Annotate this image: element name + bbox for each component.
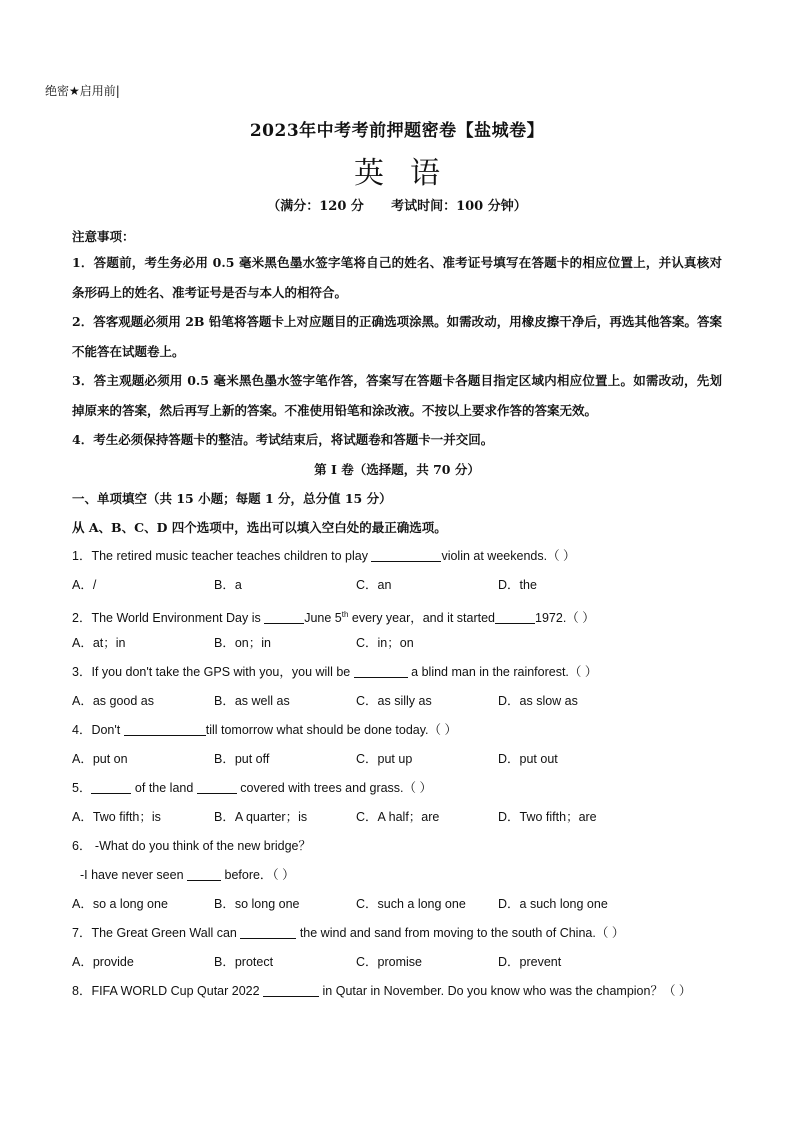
- option: A．put on: [72, 751, 128, 766]
- option: C．as silly as: [356, 693, 432, 708]
- question-text: 7．The Great Green Wall can: [72, 925, 241, 940]
- option: B．on；in: [214, 635, 271, 650]
- question-text: of the land: [131, 780, 197, 795]
- option: D．a such long one: [498, 896, 608, 911]
- option: B．put off: [214, 751, 270, 766]
- question-text: in Qutar in November. Do you know who was the champion？（ ）: [319, 983, 692, 998]
- answer-blank: [240, 925, 296, 939]
- question-1: [72, 542, 722, 571]
- question-text: violin at weekends.（ ）: [441, 548, 576, 563]
- notice-item: 3．答主观题必须用 0.5 毫米黑色墨水签字笔作答，答案写在答题卡各题目指定区域内相应位置上。如需改动，先划掉原来的答案，然后再写上新的答案。不准使用铅笔和涂改液。不按以上要求作答的答案无效。: [72, 373, 722, 418]
- exam-meta: （满分：120 分 考试时间：100 分钟）: [267, 199, 527, 214]
- option: D．prevent: [498, 954, 562, 969]
- option: C．in；on: [356, 635, 414, 650]
- option: A．/: [72, 577, 97, 592]
- option: C．an: [356, 577, 392, 592]
- option: D．the: [498, 577, 537, 592]
- question-text: 8．FIFA WORLD Cup Qutar 2022: [72, 983, 264, 998]
- option: B．A quarter；is: [214, 809, 308, 824]
- question-text: the wind and sand from moving to the south of China.（ ）: [296, 925, 625, 940]
- question-text: 4．Don't: [72, 722, 124, 737]
- question-text: a blind man in the rainforest.（ ）: [407, 664, 598, 679]
- answer-blank: [495, 610, 535, 624]
- options-row: [72, 571, 722, 600]
- section-heading: 一、单项填空（共 15 小题；每题 1 分，总分值 15 分）: [72, 490, 392, 506]
- question-text: every year，and it started: [348, 610, 496, 625]
- question-text: 5．: [72, 780, 92, 795]
- question-6: [72, 832, 722, 861]
- question-text: 6． -What do you think of the new bridge？: [72, 838, 312, 853]
- question-4: [72, 716, 722, 745]
- question-text: 2．The World Environment Day is: [72, 610, 265, 625]
- question-text: June 5: [304, 610, 342, 625]
- notice-item: 2．答客观题必须用 2B 铅笔将答题卡上对应题目的正确选项涂黑。如需改动，用橡皮擦干净后，再选其他答案。答案不能答在试题卷上。: [72, 314, 722, 359]
- confidential-mark: 绝密★启用前|: [45, 84, 120, 98]
- notice-item: 4．考生必须保持答题卡的整洁。考试结束后，将试题卷和答题卡一并交回。: [72, 432, 494, 447]
- options-row: [72, 948, 722, 977]
- option: C．promise: [356, 954, 422, 969]
- option: D．Two fifth；are: [498, 809, 597, 824]
- part-title: 第 I 卷（选择题，共 70 分）: [314, 461, 480, 477]
- option: A．so a long one: [72, 896, 168, 911]
- answer-blank: [371, 548, 441, 562]
- notice-heading: 注意事项：: [72, 229, 135, 244]
- answer-blank: [187, 867, 221, 881]
- options-row: [72, 687, 722, 716]
- superscript: th: [341, 609, 349, 619]
- question-8: [72, 977, 722, 1006]
- answer-blank: [197, 780, 237, 794]
- options-row: [72, 890, 722, 919]
- options-row: [72, 629, 722, 658]
- subject-title: 英语: [354, 156, 466, 191]
- option: C．put up: [356, 751, 413, 766]
- exam-content: [72, 226, 722, 1006]
- option: B．as well as: [214, 693, 290, 708]
- question-5: [72, 774, 722, 803]
- option: A．provide: [72, 954, 134, 969]
- option: C．such a long one: [356, 896, 466, 911]
- answer-blank: [91, 780, 131, 794]
- notice-item: 1．答题前，考生务必用 0.5 毫米黑色墨水签字笔将自己的姓名、准考证号填写在答题卡的相应位置上，并认真核对条形码上的姓名、准考证号是否与本人的相符合。: [72, 255, 722, 300]
- question-text: covered with trees and grass.（ ）: [236, 780, 433, 795]
- question-text: 1．The retired music teacher teaches children to play: [72, 548, 372, 563]
- option: C．A half；are: [356, 809, 440, 824]
- option: A．at；in: [72, 635, 126, 650]
- question-text: till tomorrow what should be done today.（ ）: [205, 722, 458, 737]
- option: B．a: [214, 577, 242, 592]
- question-text: 1972.（ ）: [535, 610, 595, 625]
- answer-blank: [124, 722, 206, 736]
- answer-blank: [264, 610, 304, 624]
- question-text: before．（ ）: [221, 867, 295, 882]
- option: B．so long one: [214, 896, 300, 911]
- question-2: [72, 600, 722, 629]
- answer-blank: [354, 664, 408, 678]
- option: D．as slow as: [498, 693, 578, 708]
- question-6-reply: [72, 861, 722, 890]
- option: D．put out: [498, 751, 558, 766]
- question-text: -I have never seen: [80, 867, 188, 882]
- options-row: [72, 803, 722, 832]
- options-row: [72, 745, 722, 774]
- option: B．protect: [214, 954, 274, 969]
- question-7: [72, 919, 722, 948]
- question-text: 3．If you don't take the GPS with you，you will be: [72, 664, 354, 679]
- section-instruction: 从 A、B、C、D 四个选项中，选出可以填入空白处的最正确选项。: [72, 519, 447, 535]
- option: A．Two fifth；is: [72, 809, 161, 824]
- option: A．as good as: [72, 693, 154, 708]
- question-3: [72, 658, 722, 687]
- exam-title: 2023年中考考前押题密卷【盐城卷】: [249, 121, 545, 141]
- answer-blank: [263, 983, 319, 997]
